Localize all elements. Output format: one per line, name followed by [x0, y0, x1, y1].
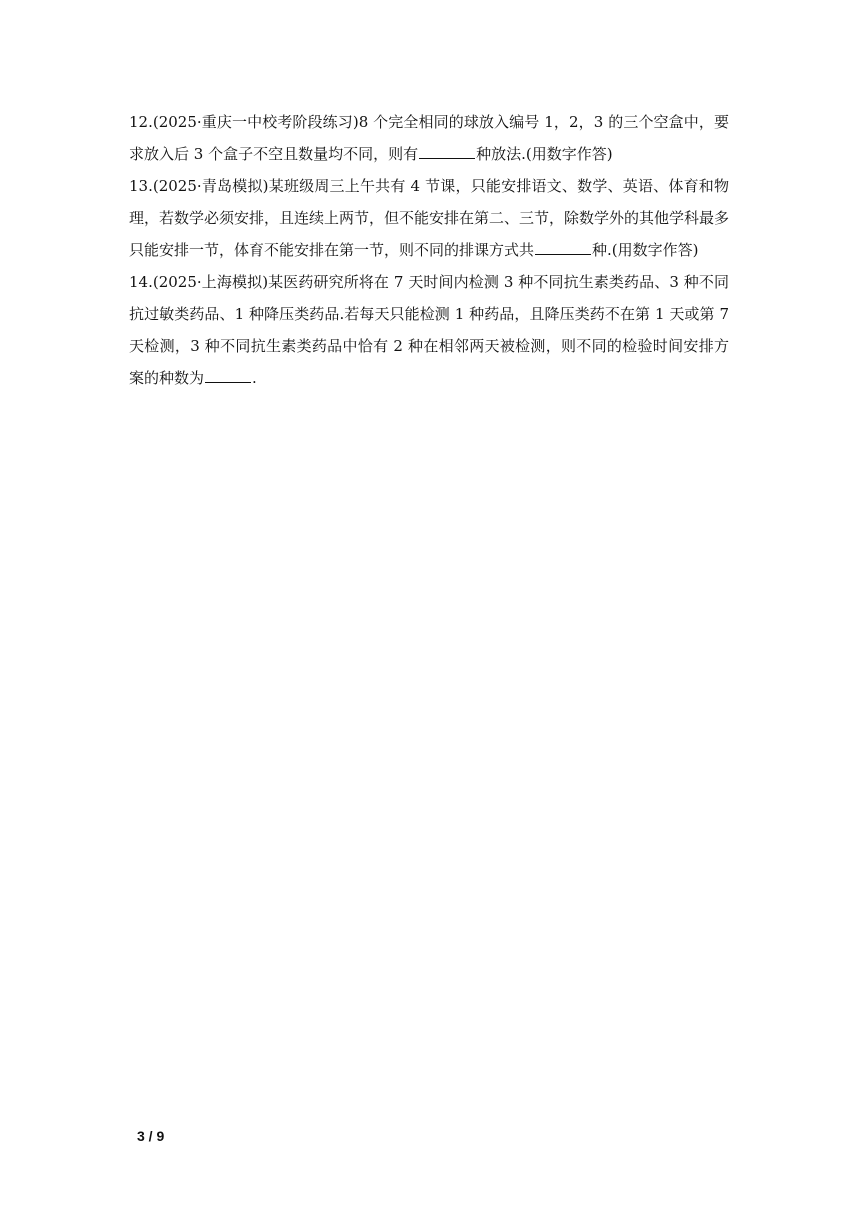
- answer-blank: [535, 239, 591, 255]
- answer-blank: [205, 367, 251, 383]
- problem-14: [129, 266, 729, 394]
- problem-14-text-end: .: [252, 369, 257, 387]
- problem-13: [129, 170, 729, 266]
- problem-13-text-end: 种.(用数字作答): [592, 241, 699, 259]
- problem-12: [129, 106, 729, 170]
- document-body: [129, 106, 729, 394]
- problem-14-text: 14.(2025·上海模拟)某医药研究所将在 7 天时间内检测 3 种不同抗生素类药品、3 种不同抗过敏类药品、1 种降压类药品.若每天只能检测 1 种药品，且降压类药不在第 1 天或第 7 天检测，3 种不同抗生素类药品中恰有 2 种在相邻两天被检测，则不同的检验时间安排方案的种数为: [129, 273, 729, 387]
- problem-12-text-end: 种放法.(用数字作答): [476, 145, 613, 163]
- answer-blank: [419, 143, 475, 159]
- page-number: 3 / 9: [137, 1128, 165, 1144]
- problem-13-text: 13.(2025·青岛模拟)某班级周三上午共有 4 节课，只能安排语文、数学、英语、体育和物理，若数学必须安排，且连续上两节，但不能安排在第二、三节，除数学外的其他学科最多只能安排一节，体育不能安排在第一节，则不同的排课方式共: [129, 177, 730, 259]
- problem-12-text: 12.(2025·重庆一中校考阶段练习)8 个完全相同的球放入编号 1，2，3 的三个空盒中，要求放入后 3 个盒子不空且数量均不同，则有: [129, 113, 729, 163]
